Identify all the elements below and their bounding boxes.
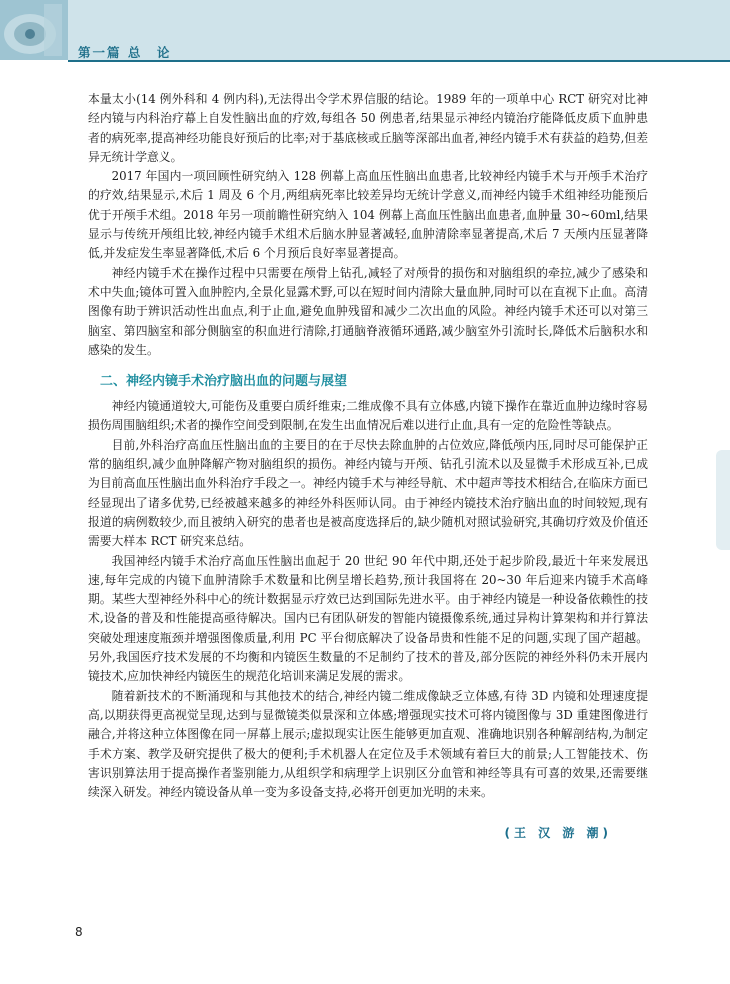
paragraph: 神经内镜手术在操作过程中只需要在颅骨上钻孔,减轻了对颅骨的损伤和对脑组织的牵拉,减少了感染和术中失血;镜体可置入血肿腔内,全景化显露术野,可以在短时间内清除大量血肿,同时可以在直视下止血。高清图像有助于辨识活动性出血点,利于止血,避免血肿残留和减少二次出血的风险。神经内镜手术还可以对第三脑室、第四脑室和部分侧脑室的积血进行清除,打通脑脊液循环通路,减少脑室外引流时长,降低术后脑积水和感染的发生。 bbox=[88, 265, 648, 357]
section-heading: 二、神经内镜手术治疗脑出血的问题与展望 bbox=[100, 374, 348, 390]
page-number: 8 bbox=[75, 925, 83, 939]
author-credit: (王 汉 游 潮) bbox=[504, 826, 612, 841]
paragraph: 神经内镜通道较大,可能伤及重要白质纤维束;二维成像不具有立体感,内镜下操作在靠近血肿边缘时容易损伤周围脑组织;术者的操作空间受到限制,在发生出血情况后难以进行止血,具有一定的危险性等缺点。 bbox=[88, 399, 648, 433]
side-tab bbox=[716, 450, 730, 550]
page-content bbox=[88, 90, 648, 841]
chapter-label: 第一篇 总 论 bbox=[78, 45, 172, 60]
paragraph: 我国神经内镜手术治疗高血压性脑出血起于 20 世纪 90 年代中期,还处于起步阶段,最近十年来发展迅速,每年完成的内镜下血肿清除手术数量和比例呈增长趋势,预计我国将在 20~30 年后迎来内镜手术高峰期。某些大型神经外科中心的统计数据显示疗效已达到国际先进水平。由于神经内镜是一种设备依赖性的技术,设备的普及和性能提高亟待解决。国内已有团队研发的智能内镜摄像系统,通过异构计算架构和并行算法突破处理速度瓶颈并增强图像质量,利用 PC 平台彻底解决了设备昂贵和性能不足的问题,实现了国产超越。另外,我国医疗技术发展的不均衡和内镜医生数量的不足制约了技术的普及,部分医院的神经外科仍未开展内镜技术,应加快神经内镜医生的规范化培训来满足发展的需求。 bbox=[88, 553, 648, 684]
header-rule bbox=[68, 60, 730, 62]
paragraph: 目前,外科治疗高血压性脑出血的主要目的在于尽快去除血肿的占位效应,降低颅内压,同时尽可能保护正常的脑组织,减少血肿降解产物对脑组织的损伤。神经内镜与开颅、钻孔引流术以及显微手术形成互补,已成为目前高血压性脑出血外科治疗手段之一。神经内镜手术与神经导航、术中超声等技术相结合,在临床方面已经显现出了诸多优势,已经被越来越多的神经外科医师认同。由于神经内镜技术治疗脑出血的时间较短,现有报道的病例数较少,而且被纳入研究的患者也是被高度选择后的,缺少随机对照试验研究,其确切疗效及价值还需要大样本 RCT 研究来总结。 bbox=[88, 437, 648, 549]
paragraph: 随着新技术的不断涌现和与其他技术的结合,神经内镜二维成像缺乏立体感,有待 3D 内镜和处理速度提高,以期获得更高视觉呈现,达到与显微镜类似景深和立体感;增强现实技术可将内镜图像与 3D 重建图像进行融合,并将这种立体图像在同一屏幕上展示;虚拟现实让医生能够更加直观、准确地识别各种解剖结构,为制定手术方案、教学及研究提供了极大的便利;手术机器人在定位及手术领域有着巨大的前景;人工智能技术、伤害识别算法用于提高操作者鉴别能力,从组织学和病理学上识别区分血管和神经等具有可喜的效果,还需要继续深入研发。神经内镜设备从单一变为多设备支持,必将开创更加光明的未来。 bbox=[88, 688, 648, 800]
corner-illustration bbox=[0, 0, 68, 60]
brain-illustration-icon bbox=[0, 0, 68, 60]
paragraph: 本量太小(14 例外科和 4 例内科),无法得出令学术界信服的结论。1989 年的一项单中心 RCT 研究对比神经内镜与内科治疗幕上自发性脑出血的疗效,每组各 50 例患者,结果显示神经内镜治疗能降低皮质下血肿患者的病死率,提高神经功能良好预后的比率;对于基底核或丘脑等深部出血者,神经内镜手术有获益的趋势,但差异无统计学意义。 bbox=[88, 92, 648, 164]
paragraph: 2017 年国内一项回顾性研究纳入 128 例幕上高血压性脑出血患者,比较神经内镜手术与开颅手术治疗的疗效,结果显示,术后 1 周及 6 个月,两组病死率比较差异均无统计学意义,而神经内镜手术组神经功能预后优于开颅手术组。2018 年另一项前瞻性研究纳入 104 例幕上高血压性脑出血患者,血肿量 30~60ml,结果显示与传统开颅组比较,神经内镜手术组术后脑水肿显著减轻,血肿清除率显著提高,术后 7 天颅内压显著降低,并发症发生率显著降低,术后 6 个月预后良好率显著提高。 bbox=[88, 169, 648, 261]
